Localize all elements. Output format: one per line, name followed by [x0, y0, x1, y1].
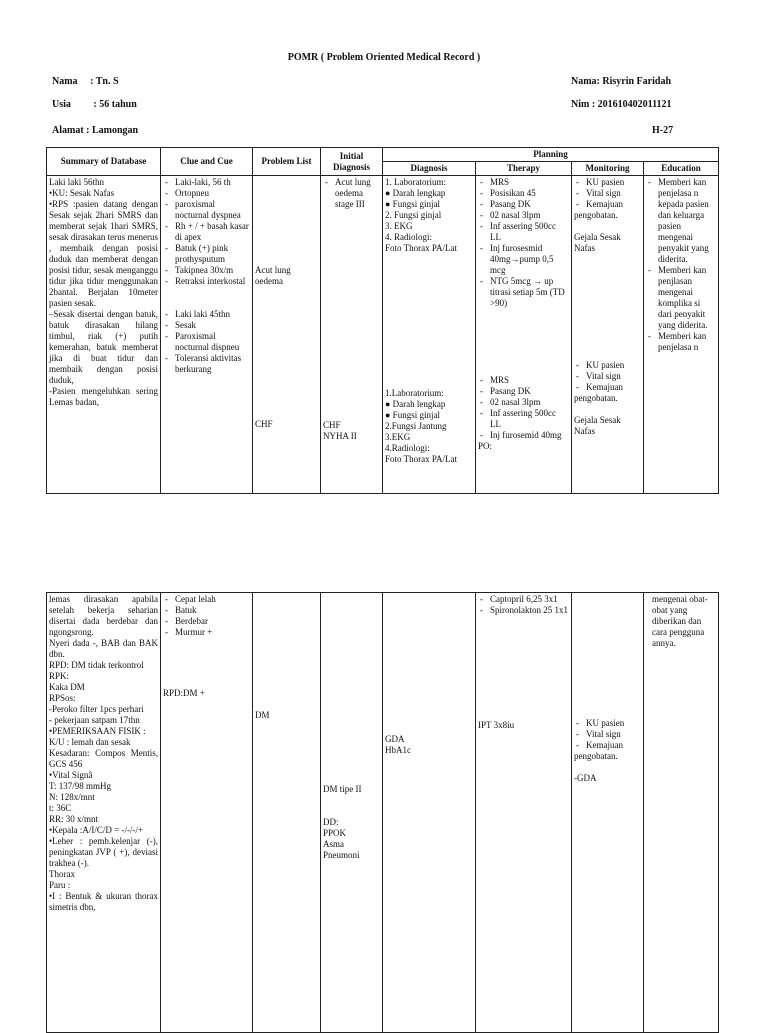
list-item: - Paroxismal nocturnal dispneu — [175, 331, 250, 353]
initial-diagnosis-cell — [321, 176, 383, 494]
patient-age-value: : 56 tahun — [93, 99, 137, 110]
therapy-cell — [476, 593, 572, 1033]
list-item: - KU pasien — [586, 718, 641, 729]
clue-list-a — [163, 177, 250, 287]
list-item: - Inf assering 500cc LL — [490, 221, 569, 243]
planning-diagnosis-b: 1.Laboratorium: ● Darah lengkap ● Fungsi ginjal 2.Fungsi Jantung 3.EKG 4.Radiologi: Foto Thorax PA/Lat — [385, 388, 458, 464]
pomr-table-page2 — [46, 592, 719, 1033]
planning-diagnosis-cell — [383, 593, 476, 1033]
header-initial-diagnosis: Initial Diagnosis — [321, 148, 383, 176]
header-planning: Planning — [383, 148, 719, 162]
therapy-list-a — [478, 177, 569, 309]
clue-cell — [161, 593, 253, 1033]
list-item: - NTG 5mcg → up titrasi setiap 5m (TD >90) — [490, 276, 569, 309]
list-item: - MRS — [490, 177, 569, 188]
initial-b: CHF NYHA II — [323, 420, 357, 441]
monitoring-list-a — [574, 177, 641, 210]
initial-diagnosis: DM tipe II DD: PPOK Asma Pneumoni — [323, 784, 362, 860]
problem-a: Acut lung oedema — [255, 265, 291, 286]
list-item: - Kemajuan — [586, 199, 641, 210]
day-label: H-27 — [652, 125, 674, 136]
list-item: - Cepat lelah — [175, 594, 250, 605]
monitoring-list — [574, 718, 641, 751]
education-cell — [644, 176, 719, 494]
list-item: - Kemajuan — [586, 740, 641, 751]
list-item: - Murmur + — [175, 627, 250, 638]
list-item: - Posisikan 45 — [490, 188, 569, 199]
patient-name-value: : Tn. S — [90, 76, 119, 87]
list-item: - Takipnea 30x/m — [175, 265, 250, 276]
patient-age — [52, 99, 137, 110]
education-list — [646, 177, 716, 353]
list-item: - Acut lung oedema stage III — [335, 177, 380, 210]
list-item: - Ortopneu — [175, 188, 250, 199]
patient-name-label: Nama — [52, 76, 78, 87]
list-item: - Inj furosemid 40mg — [490, 430, 569, 441]
list-item: - Batuk — [175, 605, 250, 616]
list-item: - Laki laki 45thn — [175, 309, 250, 320]
patient-name — [52, 76, 119, 87]
list-item: - Toleransi aktivitas berkurang — [175, 353, 250, 375]
list-item: - KU pasien — [586, 360, 641, 371]
header-problem: Problem List — [253, 148, 321, 176]
therapy-po: PO: — [478, 441, 493, 451]
problem-b: CHF — [255, 419, 273, 429]
problem-cell — [253, 176, 321, 494]
database-cell: lemas dirasakan apabila setelah bekerja seharian disertai dada berdebar dan ngongsrong. Nyeri dada -, BAB dan BAK dbn. RPD: DM tidak terkontrol RPK: Kaka DM RPSos: -Peroko filter 1pcs perhari - pekerjaan satpam 17thn •PEMERIKSAAN FISIK : K/U : lemah dan sesak Kesadaran: Compos Mentis, GCS 456 •Vital Signâ T: 137/98 mmHg N: 128x/mnt t: 36C RR: 30 x/mnt •Kepala :A/I/C/D = -/-/-/+ •Leher : pemb.kelenjar (-), peningkatan JVP ( +), deviasi trakhea (-). Thorax Paru : •I : Bentuk & ukuran thorax simetris dbn, — [47, 593, 161, 1033]
list-item: - Inj furosesmid 40mg→pump 0,5 mcg — [490, 243, 569, 276]
header-education: Education — [644, 162, 719, 176]
pomr-table-page1 — [46, 147, 719, 494]
planning-diagnosis-a: 1. Laboratorium: ● Darah lengkap ● Fungsi ginjal 2. Fungsi ginjal 3. EKG 4. Radiologi: Foto Thorax PA/Lat — [385, 177, 458, 253]
clue-list-b — [163, 309, 250, 375]
list-item: - Memberi kan penjelasa n — [658, 331, 716, 353]
list-item: - Retraksi interkostal — [175, 276, 250, 287]
education-cell — [644, 593, 719, 1033]
page-title: POMR ( Problem Oriented Medical Record ) — [287, 52, 481, 63]
database-cell: Laki laki 56thn •KU: Sesak Nafas •RPS :pasien datang dengan Sesak sejak 2hari SMRS dan memberat sejak 1hari SMRS, sesak dirasakan terus menerus , membaik dengan posisi duduk dan memberat dengan posisi tidur, sesak menganggu tidur jika tidur menggunakan 2bantal. Berjalan 10meter pasien sesak. –Sesak disertai dengan batuk, batuk dirasakan hilang timbul, riak (+) putih kemerahan, batuk memberat jika di buat tidur dan membaik dengan posisi duduk, -Pasien mengeluhkan sering Lemas badan, — [47, 176, 161, 494]
list-item: - Spironolakton 25 1x1 — [490, 605, 569, 616]
therapy-cell — [476, 176, 572, 494]
planning-diagnosis: GDA HbA1c — [385, 734, 411, 755]
clue-list — [163, 594, 250, 638]
clue-tail: RPD:DM + — [163, 688, 205, 698]
student-nim: Nim : 201610402011121 — [571, 99, 672, 110]
problem: DM — [255, 710, 270, 720]
list-item: - paroxismal nocturnal dyspnea — [175, 199, 250, 221]
list-item: - Sesak — [175, 320, 250, 331]
list-item: - Vital sign — [586, 729, 641, 740]
list-item: - Berdebar — [175, 616, 250, 627]
monitoring-b-tail: pengobatan. Gejala Sesak Nafas — [574, 393, 621, 436]
therapy-list — [478, 594, 569, 616]
list-item: - Vital sign — [586, 188, 641, 199]
list-item: - Vital sign — [586, 371, 641, 382]
education-text: mengenai obat-obat yang diberikan dan cara pengguna annya. — [652, 594, 708, 648]
list-item: - Pasang DK — [490, 386, 569, 397]
list-item: - Inf assering 500cc LL — [490, 408, 569, 430]
initial-diagnosis-cell — [321, 593, 383, 1033]
header-diagnosis: Diagnosis — [383, 162, 476, 176]
list-item: - 02 nasal 3lpm — [490, 397, 569, 408]
initial-list-a — [323, 177, 380, 210]
list-item: - Captopril 6,25 3x1 — [490, 594, 569, 605]
student-name: Nama: Risyrin Faridah — [571, 76, 671, 87]
list-item: - Memberi kan penjlasan mengenai komplika si dari penyakit yang diderita. — [658, 265, 716, 331]
list-item: - 02 nasal 3lpm — [490, 210, 569, 221]
monitoring-tail: pengobatan. -GDA — [574, 751, 618, 783]
list-item: - Pasang DK — [490, 199, 569, 210]
header-clue: Clue and Cue — [161, 148, 253, 176]
patient-age-label: Usia — [52, 99, 71, 110]
header-monitoring: Monitoring — [572, 162, 644, 176]
list-item: - KU pasien — [586, 177, 641, 188]
monitoring-cell — [572, 176, 644, 494]
therapy-list-b — [478, 375, 569, 441]
monitoring-cell — [572, 593, 644, 1033]
therapy-tail: IPT 3x8iu — [478, 720, 515, 730]
header-database: Summary of Database — [47, 148, 161, 176]
monitoring-list-b — [574, 360, 641, 393]
patient-address: Alamat : Lamongan — [52, 125, 139, 136]
list-item: - MRS — [490, 375, 569, 386]
monitoring-a-tail: pengobatan. Gejala Sesak Nafas — [574, 210, 621, 253]
header-therapy: Therapy — [476, 162, 572, 176]
list-item: - Memberi kan penjelasa n kepada pasien dan keluarga pasien mengenai penyakit yang diderita. — [658, 177, 716, 265]
planning-diagnosis-cell — [383, 176, 476, 494]
list-item: - Rh + / + basah kasar di apex — [175, 221, 250, 243]
list-item: - Laki-laki, 56 th — [175, 177, 250, 188]
list-item: - Kemajuan — [586, 382, 641, 393]
problem-cell — [253, 593, 321, 1033]
list-item: - Batuk (+) pink prothysputum — [175, 243, 250, 265]
clue-cell — [161, 176, 253, 494]
